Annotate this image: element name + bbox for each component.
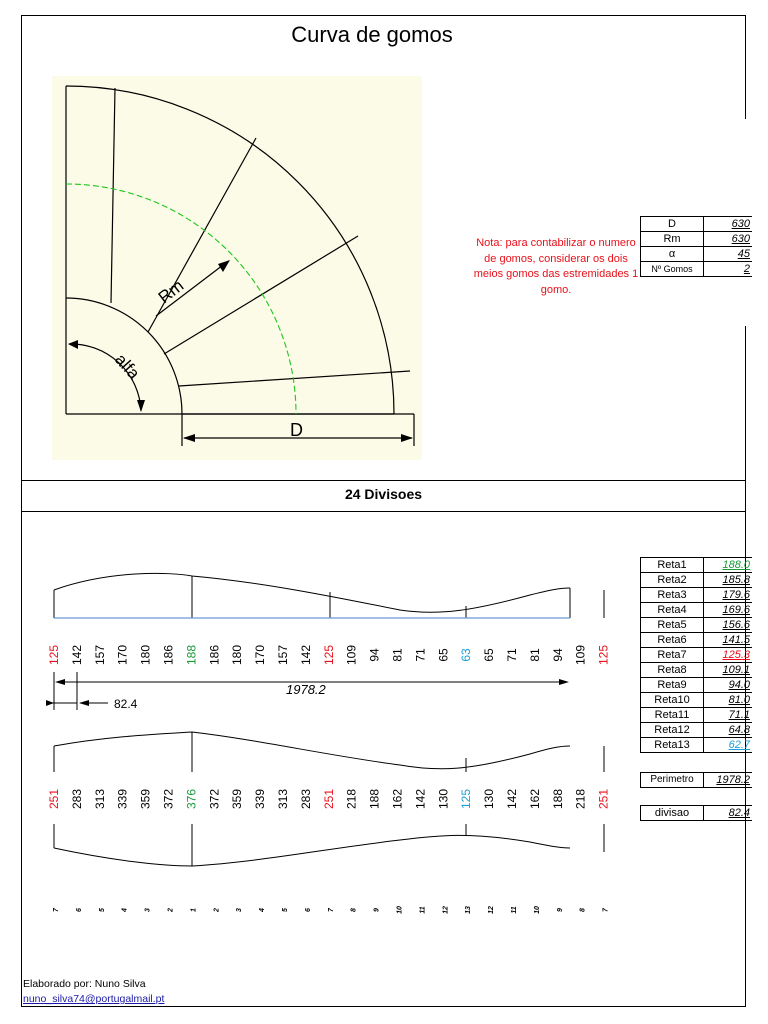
reta-value: 71.1 <box>704 708 753 723</box>
strip1-value-label: 109 <box>573 644 588 666</box>
ruler-label: 11 <box>511 906 518 914</box>
strip1-value-label: 65 <box>482 648 497 662</box>
strip1-value-label: 125 <box>596 644 611 666</box>
strip1-value-label: 170 <box>253 644 268 666</box>
param-row <box>641 232 753 247</box>
retas-table <box>640 557 752 753</box>
strip2-value-label: 251 <box>596 788 611 810</box>
strip2-value-label: 376 <box>184 788 199 810</box>
ruler-label: 7 <box>602 908 610 912</box>
strip2-value-label: 218 <box>573 788 588 810</box>
reta-value: 125.3 <box>704 648 753 663</box>
strip1-value-label: 188 <box>184 644 199 666</box>
section-title: 24 Divisoes <box>344 486 423 502</box>
strip1-value-label: 125 <box>321 644 336 666</box>
ruler-label: 9 <box>373 908 381 912</box>
top-border <box>21 15 746 16</box>
ruler-label: 4 <box>259 908 267 912</box>
strip2-value-label: 339 <box>115 788 130 810</box>
ruler-labels <box>53 906 610 914</box>
reta-row <box>641 603 753 618</box>
strip2-value-label: 251 <box>47 788 61 810</box>
section-bottom-border <box>21 511 746 512</box>
ruler-label: 9 <box>556 908 564 912</box>
ruler-label: 10 <box>533 906 541 914</box>
strip2-value-label: 251 <box>321 788 336 810</box>
strip1-value-label: 81 <box>527 648 542 662</box>
divisao-label: divisao <box>641 806 704 821</box>
reta-value: 94.0 <box>704 678 753 693</box>
reta-value: 179.6 <box>704 588 753 603</box>
param-label: α <box>641 247 704 262</box>
strip2-value-label: 130 <box>436 788 451 810</box>
total-length-label: 1978.2 <box>286 682 326 697</box>
strip2-value-label: 130 <box>482 788 497 810</box>
reta-row <box>641 648 753 663</box>
reta-row <box>641 693 753 708</box>
ruler-label: 1 <box>190 908 198 912</box>
reta-row <box>641 618 753 633</box>
author-text: Elaborado por: Nuno Silva <box>23 978 146 990</box>
strip1-value-label: 71 <box>505 648 519 662</box>
page-title: Curva de gomos <box>291 22 453 47</box>
ruler-label: 6 <box>304 908 312 912</box>
divisao-table <box>640 805 752 821</box>
strip1-value-label: 142 <box>69 644 84 666</box>
strip1-value-label: 81 <box>390 648 405 662</box>
reta-row <box>641 738 753 753</box>
reta-row <box>641 588 753 603</box>
right-border-a <box>745 15 746 119</box>
strip2-value-label: 188 <box>550 788 565 810</box>
alfa-label: alfa <box>111 349 144 384</box>
strip2-value-label: 162 <box>527 788 542 810</box>
ruler-label: 4 <box>121 908 129 912</box>
ruler-label: 8 <box>350 908 358 912</box>
ruler-label: 2 <box>213 908 221 912</box>
ruler-label: 5 <box>98 908 106 912</box>
strip2-labels <box>47 789 611 809</box>
reta-value: 62.7 <box>704 738 753 753</box>
section-top-border <box>21 480 746 481</box>
division-label: 82.4 <box>114 697 138 711</box>
reta-label: Reta6 <box>641 633 704 648</box>
ruler-label: 12 <box>488 906 496 914</box>
param-label: Nº Gomos <box>641 262 704 277</box>
reta-row <box>641 663 753 678</box>
reta-row <box>641 678 753 693</box>
strip2-value-label: 125 <box>459 788 474 810</box>
ruler-label: 12 <box>442 906 450 914</box>
perimetro-table <box>640 772 752 788</box>
strip1-value-label: 180 <box>230 644 245 666</box>
strip2-value-label: 372 <box>161 788 176 810</box>
ruler-label: 2 <box>167 908 175 912</box>
strip2-value-label: 188 <box>367 788 382 810</box>
ruler-label: 5 <box>282 908 289 912</box>
strip2-value-label: 142 <box>505 788 519 810</box>
reta-value: 185.8 <box>704 573 753 588</box>
strip2-value-label: 339 <box>253 788 268 810</box>
strip1-value-label: 186 <box>161 644 176 666</box>
reta-label: Reta13 <box>641 738 704 753</box>
strip2-value-label: 313 <box>276 788 290 810</box>
strip1-value-label: 157 <box>92 644 107 666</box>
reta-value: 156.6 <box>704 618 753 633</box>
strip1-labels <box>47 645 611 665</box>
strip1-value-label: 94 <box>550 648 565 662</box>
reta-row <box>641 633 753 648</box>
ruler-label: 7 <box>53 908 60 912</box>
param-value: 2 <box>704 262 753 277</box>
strip2-value-label: 359 <box>138 788 153 810</box>
strip1-value-label: 63 <box>459 648 474 662</box>
reta-row <box>641 558 753 573</box>
strip1-value-label: 142 <box>298 644 313 666</box>
ruler-label: 6 <box>75 908 83 912</box>
ruler-label: 11 <box>419 906 427 914</box>
reta-label: Reta7 <box>641 648 704 663</box>
ruler-label: 13 <box>465 906 473 914</box>
reta-row <box>641 573 753 588</box>
curve-diagram <box>52 76 422 460</box>
param-row <box>641 217 753 232</box>
param-value: 630 <box>704 232 753 247</box>
param-label: Rm <box>641 232 704 247</box>
param-value: 630 <box>704 217 753 232</box>
email-link[interactable]: nuno_silva74@portugalmail.pt <box>23 993 165 1005</box>
ruler-label: 7 <box>327 908 335 912</box>
reta-value: 109.1 <box>704 663 753 678</box>
perimetro-label: Perimetro <box>641 773 704 788</box>
d-label: D <box>290 420 303 440</box>
reta-row <box>641 708 753 723</box>
strip2-value-label: 359 <box>230 788 245 810</box>
divisao-value: 82.4 <box>704 806 753 821</box>
strip1-value-label: 186 <box>207 644 222 666</box>
reta-value: 169.6 <box>704 603 753 618</box>
reta-label: Reta9 <box>641 678 704 693</box>
param-row <box>641 262 753 277</box>
strip1-value-label: 125 <box>47 644 61 666</box>
params-table <box>640 216 752 277</box>
reta-label: Reta10 <box>641 693 704 708</box>
reta-label: Reta3 <box>641 588 704 603</box>
strip2-value-label: 162 <box>390 788 405 810</box>
param-value: 45 <box>704 247 753 262</box>
reta-label: Reta11 <box>641 708 704 723</box>
strip2-value-label: 142 <box>413 788 428 810</box>
reta-label: Reta12 <box>641 723 704 738</box>
note-text: Nota: para contabilizar o numero de gomos, considerar os dois meios gomos das estremidades 1 gomo. <box>473 237 639 296</box>
strip1-value-label: 65 <box>436 648 451 662</box>
reta-label: Reta1 <box>641 558 704 573</box>
param-label: D <box>641 217 704 232</box>
param-row <box>641 247 753 262</box>
ruler-label: 3 <box>144 908 152 912</box>
development-strips <box>0 560 630 920</box>
strip1-value-label: 180 <box>138 644 153 666</box>
reta-value: 141.5 <box>704 633 753 648</box>
strip2-value-label: 218 <box>344 788 359 810</box>
strip2-value-label: 283 <box>298 788 313 810</box>
strip2-value-label: 313 <box>92 788 107 810</box>
strip1-value-label: 109 <box>344 644 359 666</box>
strip2-value-label: 372 <box>207 788 222 810</box>
rm-label: Rm <box>154 275 188 308</box>
reta-value: 81.0 <box>704 693 753 708</box>
strip1-value-label: 170 <box>115 644 130 666</box>
ruler-label: 10 <box>396 906 404 914</box>
ruler-label: 8 <box>579 908 587 912</box>
reta-label: Reta2 <box>641 573 704 588</box>
strip1-value-label: 71 <box>413 648 428 662</box>
reta-label: Reta8 <box>641 663 704 678</box>
reta-value: 64.8 <box>704 723 753 738</box>
reta-value: 188.0 <box>704 558 753 573</box>
reta-label: Reta4 <box>641 603 704 618</box>
reta-row <box>641 723 753 738</box>
perimetro-value: 1978.2 <box>704 773 753 788</box>
reta-label: Reta5 <box>641 618 704 633</box>
strip1-value-label: 94 <box>367 648 382 662</box>
strip2-value-label: 283 <box>69 788 84 810</box>
strip1-value-label: 157 <box>276 644 290 666</box>
ruler-label: 3 <box>236 908 244 912</box>
